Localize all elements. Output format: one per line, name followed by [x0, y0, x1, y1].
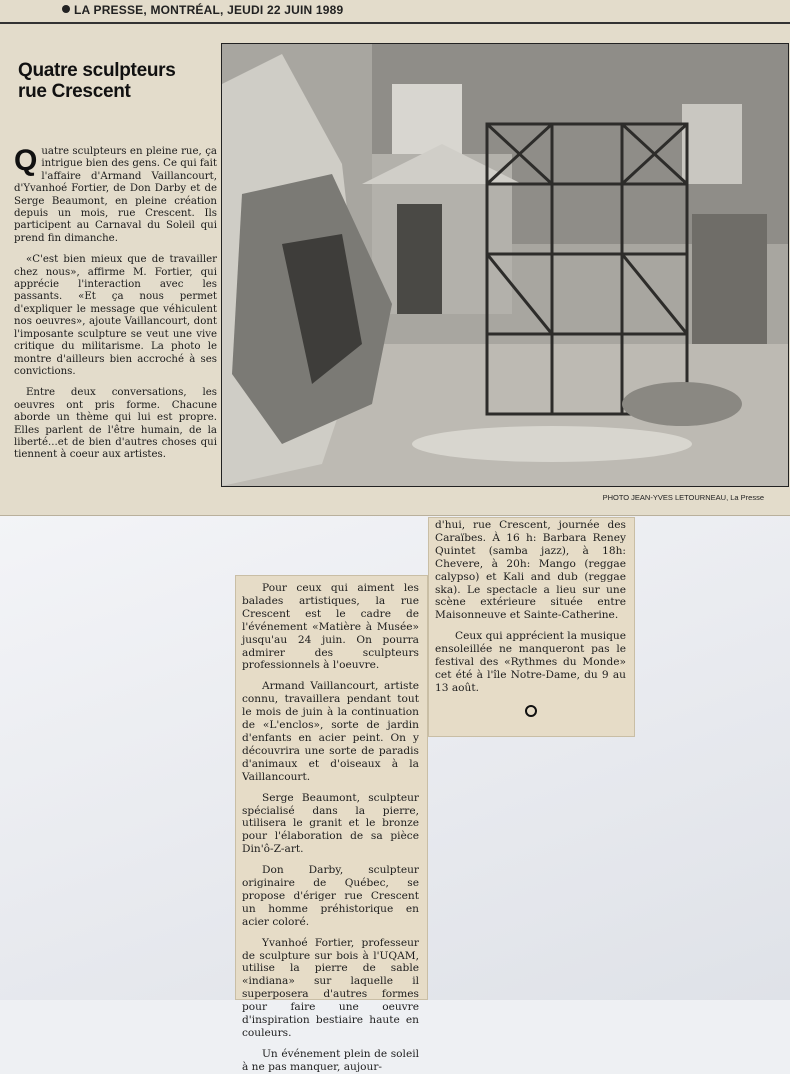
sculpture-scaffold-photo: [222, 44, 788, 486]
clipping-paragraph: Yvanhoé Fortier, professeur de sculpture sur bois à l'UQAM, utilise la pierre de sable «indiana» sur laquelle il superposera d'autres formes pour faire une oeuvre d'inspiration bestiaire haute en couleurs.: [242, 936, 419, 1039]
clipping-paragraph: Pour ceux qui aiment les balades artistiques, la rue Crescent est le cadre de l'événement «Matière à Musée» jusqu'au 24 juin. On pourra admirer des sculpteurs professionnels à l'oeuvre.: [242, 582, 419, 672]
end-mark-icon: [525, 705, 537, 717]
newspaper-clipping-middle: [235, 575, 428, 1073]
article-paragraph: Quatre sculpteurs en pleine rue, ça intrigue bien des gens. Ce qui fait l'affaire d'Armand Vaillancourt, d'Yvanhoé Fortier, de Don Darby et de Serge Beaumont, en pleine création depuis un mois, rue Crescent. Ils participent au Carnaval du Soleil qui prend fin dimanche.: [14, 144, 218, 244]
clipping-paragraph: d'hui, rue Crescent, journée des Caraïbes. À 16 h: Barbara Reney Quintet (samba jazz), à 18h: Chevere, à 20h: Mango (reggae calypso) et Kali and dub (reggae ska). Le spectacle a lieu sur une scène extérieure située entre Maisonneuve et Sainte-Catherine.: [435, 519, 626, 622]
clipping-paragraph: Don Darby, sculpteur originaire de Québec, se propose d'ériger rue Crescent un homme préhistorique en acier coloré.: [242, 864, 419, 928]
newspaper-clipping-top: [0, 0, 790, 516]
clipping-paragraph: Ceux qui apprécient la musique ensoleillée ne manqueront pas le festival des «Rythmes du Monde» cet été à l'île Notre-Dame, du 9 au 13 août.: [435, 630, 626, 694]
newspaper-clipping-right: [428, 517, 635, 737]
photo-credit: PHOTO JEAN-YVES LETOURNEAU, La Presse: [602, 493, 764, 502]
clipping-paragraph: Un événement plein de soleil à ne pas manquer, aujour-: [242, 1047, 419, 1073]
clipping-paragraph: Serge Beaumont, sculpteur spécialisé dans la pierre, utilisera le granit et le bronze pour l'élaboration de sa pièce Din'ô-Z-art.: [242, 791, 419, 856]
article-column: [14, 146, 217, 471]
article-paragraph: «C'est bien mieux que de travailler chez nous», affirme M. Fortier, qui apprécie l'interaction avec les passants. «Et ça nous permet d'expliquer le message que véhiculent nos oeuvres», ajoute Vaillancourt, dont l'imposante sculpture se veut une vive critique du militarisme. La photo le montre d'ailleurs bien accroché à ses convictions.: [14, 254, 217, 377]
header-rule: [0, 22, 790, 24]
news-photo: [221, 43, 789, 487]
clipping-paragraph: Armand Vaillancourt, artiste connu, travaillera pendant tout le mois de juin à la continuation de «L'enclos», sorte de jardin d'enfants en acier peint. On y découvrira une sorte de paradis d'animaux et d'oiseaux à la Vaillancourt.: [242, 680, 419, 783]
headline: Quatre sculpteurs rue Crescent: [18, 60, 176, 102]
article-paragraph: Entre deux conversations, les oeuvres ont pris forme. Chacune aborde un thème qui lui est propre. Elles parlent de l'être humain, de la liberté...et de bien d'autres choses qui tiennent à coeur aux artistes.: [14, 387, 217, 461]
dateline: [62, 3, 343, 17]
dateline-text: LA PRESSE, MONTRÉAL, JEUDI 22 JUIN 1989: [74, 3, 344, 17]
bullet-icon: [62, 5, 70, 13]
dropcap: Q: [14, 144, 38, 177]
